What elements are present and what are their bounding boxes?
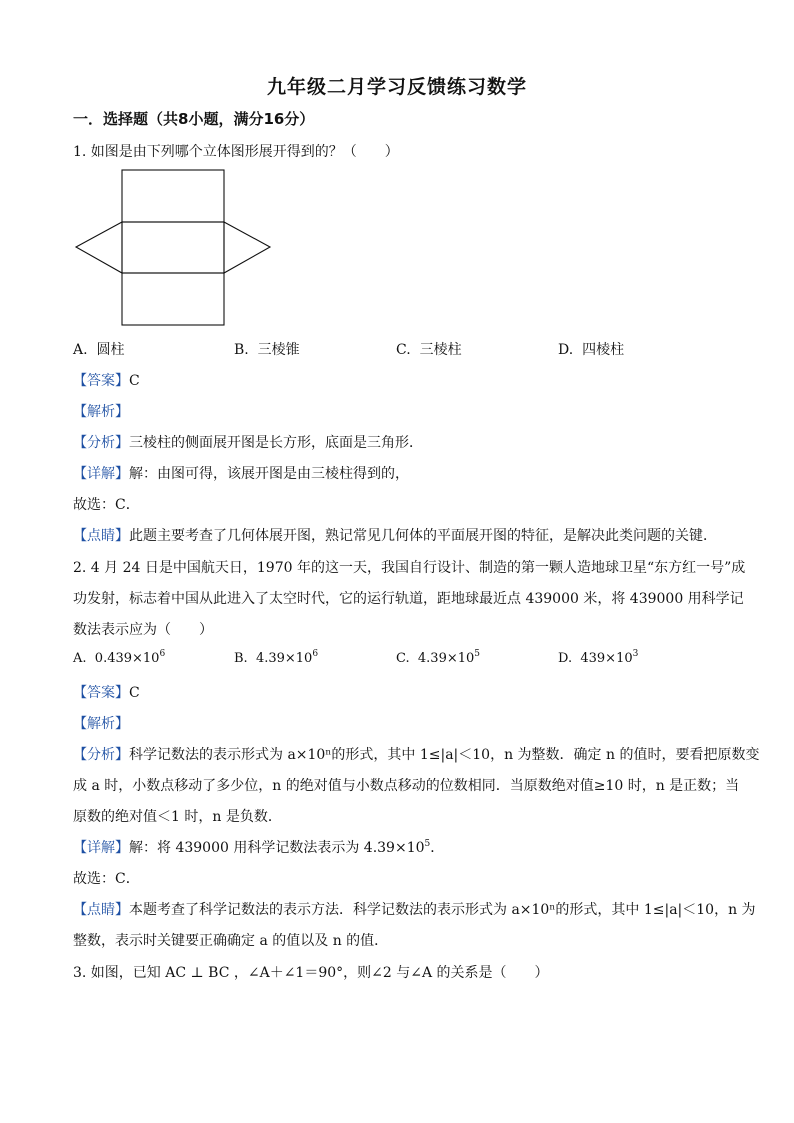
prism-net-figure bbox=[73, 168, 273, 328]
q1-fenxi: 【分析】三棱柱的侧面展开图是长方形，底面是三角形． bbox=[73, 435, 423, 451]
q2-stem-line2: 功发射，标志着中国从此进入了太空时代，它的运行轨道，距地球最近点 439000 米，将 439000 用科学记 bbox=[73, 591, 744, 607]
page-title: 九年级二月学习反馈练习数学 bbox=[266, 76, 527, 98]
net-right-triangle bbox=[224, 222, 270, 273]
q2-stem-line1: 2. 4 月 24 日是中国航天日，1970 年的这一天，我国自行设计、制造的第一颗人造地球卫星“东方红一号”成 bbox=[73, 560, 746, 576]
net-middle-rect bbox=[122, 222, 224, 273]
net-bottom-rect bbox=[122, 273, 224, 325]
section-heading: 一．选择题（共8小题，满分16分） bbox=[73, 110, 315, 128]
q1-stem: 1. 如图是由下列哪个立体图形展开得到的？（ ） bbox=[73, 144, 399, 160]
q2-stem-line3: 数法表示应为（ ） bbox=[73, 622, 213, 638]
q1-guxuan: 故选：C． bbox=[73, 497, 140, 513]
net-top-rect bbox=[122, 170, 224, 222]
q2-guxuan: 故选：C． bbox=[73, 871, 140, 887]
q2-answer: 【答案】C bbox=[73, 685, 140, 701]
q2-fenxi-line3: 原数的绝对值＜1 时，n 是负数． bbox=[73, 809, 282, 825]
q2-dianjing-line2: 整数，表示时关键要正确确定 a 的值以及 n 的值． bbox=[73, 933, 389, 949]
q1-analysis-tag: 【解析】 bbox=[73, 404, 129, 420]
q1-option-c: C. 三棱柱 bbox=[396, 342, 462, 358]
q2-option-a: A. $0.439\times 10^6$ bbox=[73, 649, 166, 666]
q1-xiangjie: 【详解】解：由图可得，该展开图是由三棱柱得到的， bbox=[73, 466, 409, 482]
q3-stem: 3. 如图，已知 AC ⊥ BC ，∠A＋∠1＝90°，则∠2 与∠A 的关系是（ ） bbox=[73, 965, 549, 981]
q2-fenxi-line1: 【分析】科学记数法的表示形式为 a×10ⁿ的形式，其中 1≤|a|＜10，n 为整数．确定 n 的值时，要看把原数变 bbox=[73, 747, 760, 763]
net-left-triangle bbox=[76, 222, 122, 273]
q2-option-c: C. $4.39\times 10^5$ bbox=[396, 649, 481, 666]
q2-option-b: B. $4.39\times 10^6$ bbox=[234, 649, 319, 666]
q1-option-d: D. 四棱柱 bbox=[558, 342, 625, 358]
q1-option-b: B. 三棱锥 bbox=[234, 342, 300, 358]
q1-answer: 【答案】C bbox=[73, 373, 140, 389]
q2-xiangjie: 【详解】解：将 439000 用科学记数法表示为 $4.39\times 10^5$． bbox=[73, 839, 445, 856]
q1-dianjing: 【点睛】此题主要考查了几何体展开图，熟记常见几何体的平面展开图的特征，是解决此类问题的关键． bbox=[73, 528, 717, 544]
q1-option-a: A. 圆柱 bbox=[73, 342, 125, 358]
q2-dianjing-line1: 【点睛】本题考查了科学记数法的表示方法．科学记数法的表示形式为 a×10ⁿ的形式，其中 1≤|a|＜10，n 为 bbox=[73, 902, 756, 918]
q2-option-d: D. $439\times 10^3$ bbox=[558, 649, 639, 666]
q2-analysis-tag: 【解析】 bbox=[73, 716, 129, 732]
q2-fenxi-line2: 成 a 时，小数点移动了多少位，n 的绝对值与小数点移动的位数相同．当原数绝对值≥10 时，n 是正数；当 bbox=[73, 778, 740, 794]
